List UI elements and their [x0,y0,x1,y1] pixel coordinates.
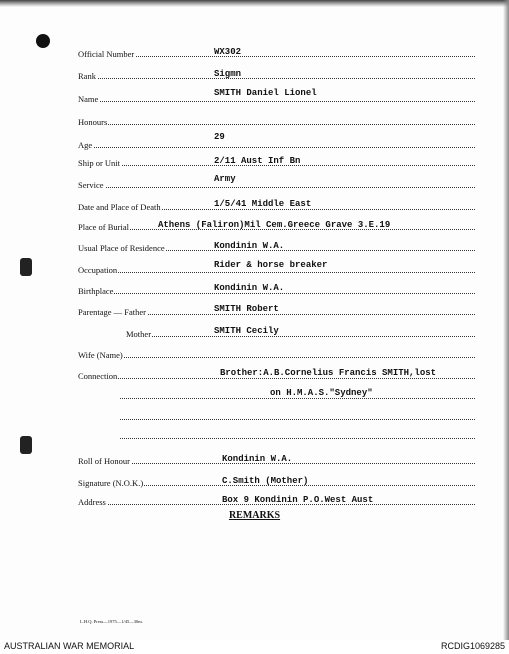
footer-record-id: RCDIG1069285 [440,641,505,651]
field-value: C.Smith (Mother) [222,476,309,486]
footer-institution: AUSTRALIAN WAR MEMORIAL [4,641,135,651]
field-value: Box 9 Kondinin P.O.West Aust [222,495,374,505]
field-ship-or-unit: Ship or Unit 2/11 Aust Inf Bn [78,154,475,168]
field-value: Brother:A.B.Cornelius Francis SMITH,lost [220,368,437,378]
scan-right-edge [503,0,509,640]
field-father: Parentage — Father SMITH Robert [78,303,475,317]
field-birthplace: Birthplace Kondinin W.A. [78,282,475,296]
field-rank: Rank Sigmn [78,67,475,81]
binding-mark-icon [20,258,32,276]
field-roll-of-honour: Roll of Honour Kondinin W.A. [78,452,475,466]
remarks-heading: REMARKS [228,510,281,521]
field-value: Army [214,174,236,184]
field-usual-residence: Usual Place of Residence Kondinin W.A. [78,239,475,253]
field-wife: Wife (Name) [78,346,475,360]
field-name: Name SMITH Daniel Lionel [78,90,475,104]
field-signature: Signature (N.O.K.) C.Smith (Mother) [78,474,475,488]
field-value: Athens (Faliron)Mil Cem.Greece Grave 3.E.19 [158,220,391,230]
field-mother: Mother SMITH Cecily [126,325,475,339]
field-value: SMITH Robert [214,304,279,314]
field-value: SMITH Daniel Lionel [214,88,317,98]
field-blank-line [120,408,475,422]
field-value: Sigmn [214,69,242,79]
field-value: SMITH Cecily [214,326,279,336]
field-address: Address Box 9 Kondinin P.O.West Aust [78,493,475,507]
field-value: 29 [214,132,225,142]
field-value: Kondinin W.A. [214,283,285,293]
printer-imprint: L.H.Q. Press—1975—1/45—30m. [80,619,143,624]
field-official-number: Official Number WX302 [78,45,475,59]
archive-footer [0,640,509,654]
field-honours: Honours [78,113,475,127]
field-date-place-of-death: Date and Place of Death 1/5/41 Middle East [78,198,475,212]
field-place-of-burial: Place of Burial Athens (Faliron)Mil Cem.Greece Grave 3.E.19 [78,218,475,232]
field-value: Kondinin W.A. [214,241,285,251]
field-value: WX302 [214,47,242,57]
field-service: Service Army [78,176,475,190]
field-value: Rider & horse breaker [214,260,328,270]
field-value: 2/11 Aust Inf Bn [214,156,301,166]
field-connection: Connection Brother:A.B.Cornelius Francis SMITH,lost [78,367,475,381]
punch-hole-icon [36,34,50,48]
field-value: Kondinin W.A. [222,454,293,464]
field-blank-line [120,427,475,441]
field-value: on H.M.A.S."Sydney" [270,388,373,398]
field-value: 1/5/41 Middle East [214,199,312,209]
field-connection-continued [120,387,475,401]
scan-top-edge [0,0,509,7]
field-occupation: Occupation Rider & horse breaker [78,261,475,275]
field-age: Age 29 [78,136,475,150]
binding-mark-icon [20,436,32,454]
